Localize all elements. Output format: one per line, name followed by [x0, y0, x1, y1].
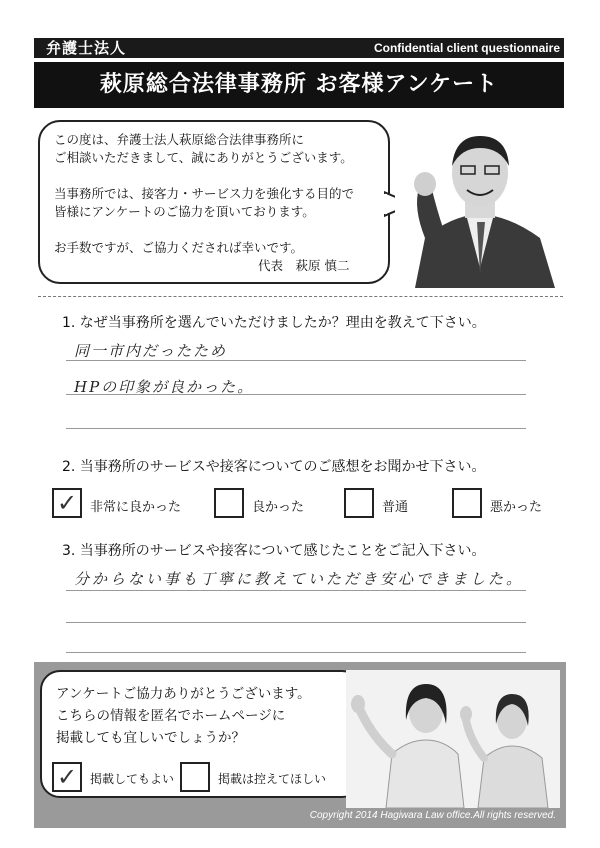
- option-average-checkbox[interactable]: [344, 488, 374, 518]
- greeting-line-2: ご相談いただきまして、誠にありがとうございます。: [54, 150, 353, 165]
- question-3: 3. 当事務所のサービスや接客について感じたことをご記入下さい。: [62, 543, 486, 559]
- publish-decline-label: 掲載は控えてほしい: [218, 772, 327, 786]
- option-very-good-checkbox[interactable]: [52, 488, 82, 518]
- signature: 代表 萩原 慎二: [258, 258, 350, 273]
- greeting-line-3: 当事務所では、接客力・サービス力を強化する目的で: [54, 186, 355, 201]
- greeting-line-1: この度は、弁護士法人萩原総合法律事務所に: [54, 132, 305, 147]
- answer-line: [66, 590, 526, 591]
- q1-answer-1[interactable]: 同一市内だったため: [74, 342, 228, 360]
- publish-ok-label: 掲載してもよい: [90, 772, 175, 786]
- option-bad-label: 悪かった: [490, 500, 543, 515]
- option-bad-checkbox[interactable]: [452, 488, 482, 518]
- greeting-line-5: お手数ですが、ご協力くだされば幸いです。: [54, 240, 304, 255]
- firm-type-label: 弁護士法人: [46, 39, 127, 57]
- greeting-line-4: 皆様にアンケートのご協力を頂いております。: [54, 204, 315, 219]
- page-title: 萩原総合法律事務所 お客様アンケート: [99, 72, 499, 97]
- answer-line: [66, 652, 526, 653]
- option-average-label: 普通: [382, 500, 409, 515]
- representative-photo-icon: [395, 118, 565, 288]
- option-very-good-label: 非常に良かった: [90, 500, 182, 515]
- section-divider: [38, 296, 563, 297]
- check-icon: ✓: [56, 763, 78, 791]
- answer-line: [66, 428, 526, 429]
- confidential-label: Confidential client questionnaire: [373, 41, 560, 55]
- q1-answer-2[interactable]: HPの印象が良かった。: [74, 378, 255, 396]
- copyright: Copyright 2014 Hagiwara Law office.All rights reserved.: [309, 810, 556, 821]
- question-1: 1. なぜ当事務所を選んでいただけましたか？理由を教えて下さい。: [62, 315, 486, 331]
- answer-line: [66, 622, 526, 623]
- option-good-checkbox[interactable]: [214, 488, 244, 518]
- footer-line-1: アンケートご協力ありがとうございます。: [56, 686, 311, 702]
- q3-answer[interactable]: 分からない事も丁寧に教えていただき安心できました。: [74, 570, 525, 588]
- publish-decline-checkbox[interactable]: [180, 762, 210, 792]
- question-2: 2. 当事務所のサービスや接客についてのご感想をお聞かせ下さい。: [62, 459, 486, 475]
- publish-ok-checkbox[interactable]: [52, 762, 82, 792]
- footer-line-3: 掲載しても宜しいでしょうか？: [56, 730, 245, 746]
- check-icon: ✓: [56, 489, 78, 517]
- footer-line-2: こちらの情報を匿名でホームページに: [56, 708, 286, 724]
- staff-photo-icon: [346, 670, 560, 808]
- option-good-label: 良かった: [252, 500, 305, 515]
